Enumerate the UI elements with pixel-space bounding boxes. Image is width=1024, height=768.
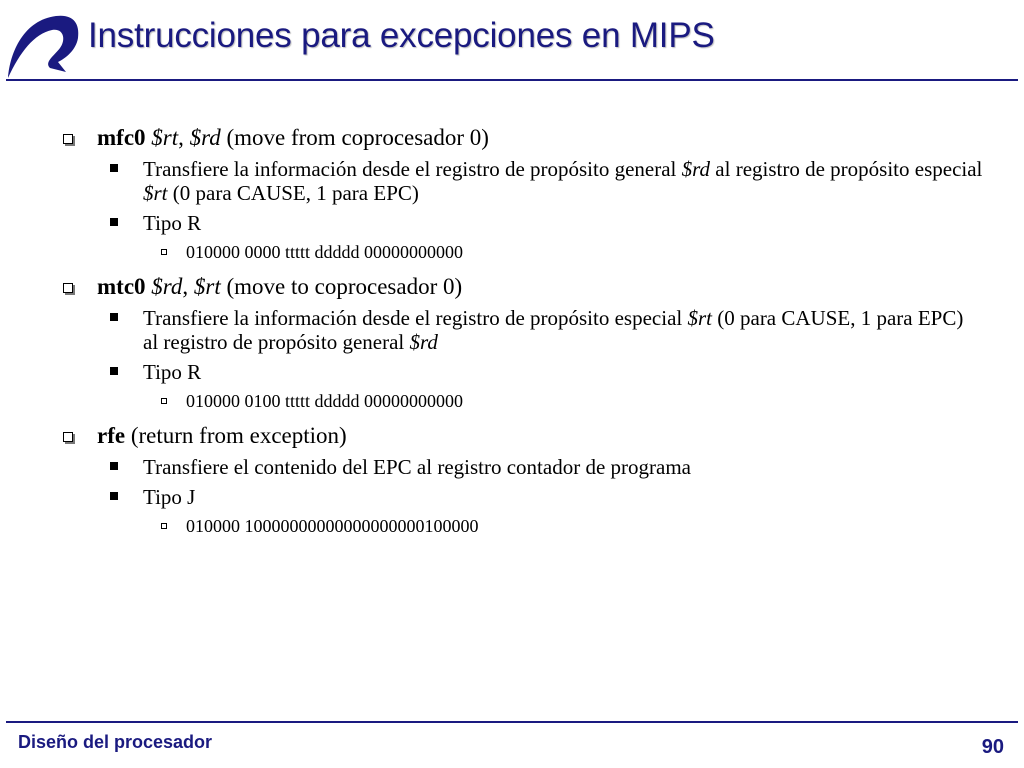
instruction-description: (move to coprocesador 0) (220, 274, 463, 299)
instruction-code: mtc0 (97, 274, 146, 299)
instruction-description: (return from exception) (125, 423, 347, 448)
instruction-arg: $rt (151, 125, 179, 150)
instruction-code: rfe (97, 423, 126, 448)
instruction-encoding: 010000 10000000000000000000100000 (0, 515, 1024, 537)
instruction-arg: $rd (189, 125, 221, 150)
instruction-type: Tipo R (0, 211, 983, 235)
filled-square-bullet-icon (110, 492, 118, 500)
transfer-description: Transfiere la información desde el registro de propósito especial $rt (0 para CAUSE, 1 para EPC) al registro de propósito general $rd (0, 306, 983, 354)
transfer-description: Transfiere la información desde el registro de propósito general $rd al registro de propósito especial $rt (0 para CAUSE, 1 para EPC) (0, 157, 983, 205)
slide-content (0, 124, 1024, 547)
hollow-square-bullet-icon (161, 249, 167, 255)
instruction-code: mfc0 (97, 125, 146, 150)
swoosh-logo-icon (4, 12, 80, 82)
instruction-type: Tipo J (0, 485, 983, 509)
square-bullet-icon (63, 134, 73, 144)
header-divider (6, 79, 1018, 81)
instruction-encoding: 010000 0000 ttttt ddddd 00000000000 (0, 241, 1024, 263)
arg-separator: , (178, 125, 190, 150)
instruction-rfe (0, 422, 977, 450)
page-number: 90 (981, 736, 1004, 758)
square-bullet-icon (63, 432, 73, 442)
filled-square-bullet-icon (110, 164, 118, 172)
instruction-mfc0 (0, 124, 977, 152)
instruction-description: (move from coprocesador 0) (220, 125, 489, 150)
filled-square-bullet-icon (110, 218, 118, 226)
arg-separator: , (182, 274, 194, 299)
square-bullet-icon (63, 283, 73, 293)
filled-square-bullet-icon (110, 462, 118, 470)
hollow-square-bullet-icon (161, 523, 167, 529)
footer-label: Diseño del procesador (18, 732, 213, 752)
page-title: Instrucciones para excepciones en MIPS (88, 16, 715, 55)
footer-divider (6, 721, 1018, 723)
transfer-description: Transfiere el contenido del EPC al registro contador de programa (0, 455, 983, 479)
instruction-mtc0 (0, 273, 977, 301)
instruction-type: Tipo R (0, 360, 983, 384)
instruction-arg: $rt (193, 274, 221, 299)
filled-square-bullet-icon (110, 313, 118, 321)
filled-square-bullet-icon (110, 367, 118, 375)
instruction-arg: $rd (151, 274, 183, 299)
hollow-square-bullet-icon (161, 398, 167, 404)
instruction-encoding: 010000 0100 ttttt ddddd 00000000000 (0, 390, 1024, 412)
